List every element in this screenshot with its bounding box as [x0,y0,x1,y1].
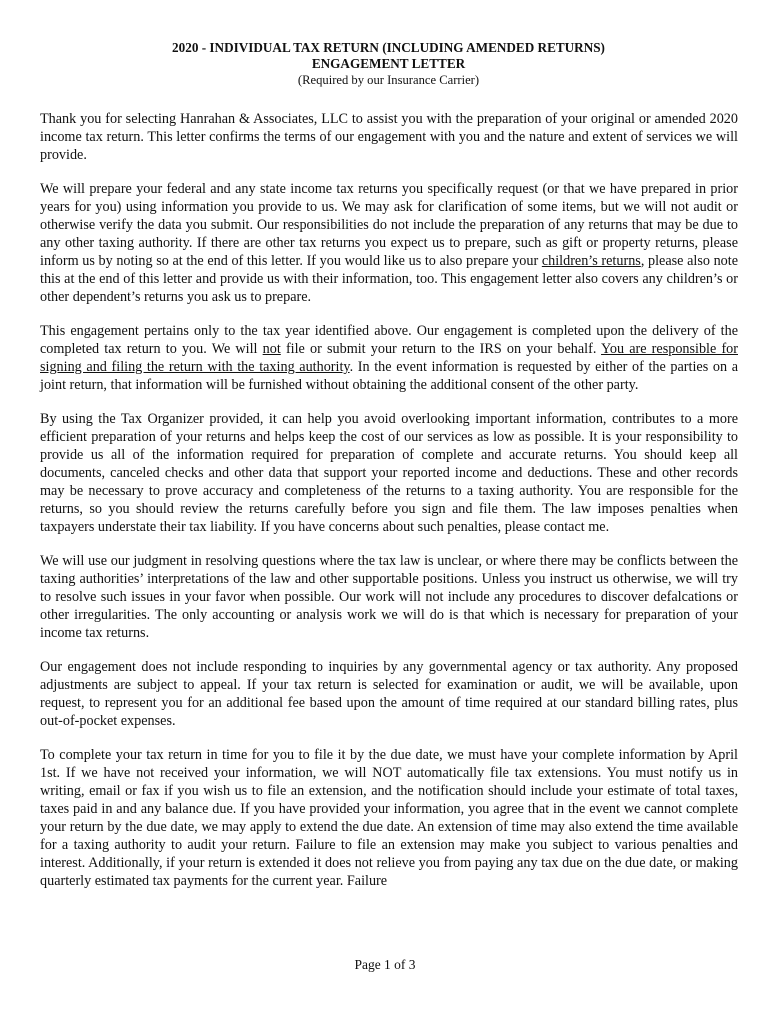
page-number: Page 1 of 3 [354,957,416,972]
paragraph-engagement-text-a: This engagement pertains only to the tax year identified above. Our engagement is completed upon the delivery of the completed tax return to you. We will [40,323,738,357]
responsibility-underlined: You are responsible for signing and filing the return with the taxing authority [40,341,738,375]
letter-header [40,40,737,88]
paragraph-engagement-period [40,322,738,394]
paragraph-scope-text-b: , please also note this at the end of this letter and provide us with their information, too. This engagement letter also covers any children’s or other dependent’s returns you ask us to prepare. [40,253,738,305]
paragraph-engagement-text-b: file or submit your return to the IRS on your behalf. [280,341,602,357]
paragraph-judgment: We will use our judgment in resolving questions where the tax law is unclear, or where there may be conflicts between the taxing authorities’ interpretations of the law and other supportable positions. Unless you instruct us otherwise, we will try to resolve such issues in your favor when possible. Our work will not include any procedures to discover defalcations or other irregularities. The only accounting or analysis work we will do is that which is necessary for preparation of your income tax returns. [40,553,738,641]
document-title-line1: 2020 - INDIVIDUAL TAX RETURN (INCLUDING AMENDED RETURNS) [172,40,605,55]
paragraph-inquiries: Our engagement does not include responding to inquiries by any governmental agency or tax authority. Any proposed adjustments are subject to appeal. If your tax return is selected for examination or audit, we will be available, upon request, to represent you for an additional fee based upon the amount of time required at our standard billing rates, plus out-of-pocket expenses. [40,659,738,729]
paragraph-scope-text-a: We will prepare your federal and any state income tax returns you specifically request (or that we have prepared in prior years for you) using information you provide to us. We may ask for clarification of some items, but we will not audit or otherwise verify the data you submit. Our responsibilities do not include the preparation of any returns that may be due to any other taxing authority. If there are other tax returns you expect us to prepare, such as gift or property returns, please inform us by noting so at the end of this letter. If you would like us to also prepare your [40,181,738,269]
paragraph-deadlines: To complete your tax return in time for you to file it by the due date, we must have your complete information by April 1st. If we have not received your information, we will NOT automatically file tax extensions. You must notify us in writing, email or fax if you wish us to file an extension, and the notification should include your estimate of total taxes, taxes paid in and any balance due. If you have provided your information, you agree that in the event we cannot complete your return by the due date, we may apply to extend the due date. An extension of time may also extend the time available for a taxing authority to audit your return. Failure to file an extension may make you subject to various penalties and interest. Additionally, if your return is extended it does not relieve you from paying any tax due on the due date, or making quarterly estimated tax payments for the current year. Failure [40,747,738,889]
paragraph-tax-organizer: By using the Tax Organizer provided, it can help you avoid overlooking important information, contributes to a more efficient preparation of your returns and helps keep the cost of our services as low as possible. It is your responsibility to provide us all of the information required for preparation of complete and accurate returns. You should keep all documents, canceled checks and other data that support your reported income and deductions. These and other records may be necessary to prove accuracy and completeness of the returns to a taxing authority. You are responsible for the returns, so you should review the returns carefully before you sign and file them. The law imposes penalties when taxpayers understate their tax liability. If you have concerns about such penalties, please contact me. [40,411,738,535]
paragraph-intro: Thank you for selecting Hanrahan & Associates, LLC to assist you with the preparation of your original or amended 2020 income tax return. This letter confirms the terms of our engagement with you and the nature and extent of services we will provide. [40,111,738,163]
not-underlined: not [262,341,281,357]
paragraph-engagement-text-c: . In the event information is requested by either of the parties on a joint return, that information will be furnished without obtaining the additional consent of the other party. [40,359,738,393]
paragraph-scope [40,180,738,306]
document-subtitle: (Required by our Insurance Carrier) [297,73,480,87]
document-title-line2: ENGAGEMENT LETTER [311,56,466,71]
letter-body [40,110,738,906]
childrens-returns-underlined: children’s returns [541,253,641,269]
